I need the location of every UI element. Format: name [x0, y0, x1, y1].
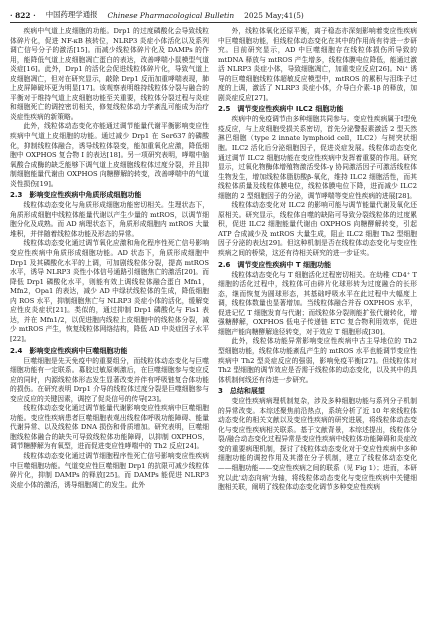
section-heading: 2.4 影响变应性疾病中巨噬细胞功能	[10, 346, 128, 355]
paragraph: 线粒体动态变化通过调节能量代谢影响变应性疾病中巨噬细胞功能。变应性疾病患者巨噬细胞表观出线粒体呼吸功能障碍、能量代谢异常、以及线粒体 DNA 损伤和骨质增加。研究表明，巨噬细胞线粒体融合的缺失可导致线粒体功能障碍，以抑制 OXPHOS，调节糖酵解为有氧型，进而促进变应性哮喘中的 Th2 反应[24]。	[10, 404, 209, 451]
paragraph: 此外，线粒体功能异常影响变应性疾病中古主导地位的 Th2 型细胞功能，线粒体功能紊乱产生的 mtROS 水平也能调节变应性疾病中 Th2 型炎症反应的强弱，影响免疫平衡[27]。但线粒体对 Th2 型细胞的调节效应是否需于线粒体的动态变化，以及其中的具体机制何线还有待进一步研究。	[218, 337, 417, 384]
paragraph: 线粒体动态变化对 ILC2 的影响可能与调节能量代谢及氧化还原相关。研究显示，线粒体自噬的缺陷可导致分裂线粒体的过度累积，促进 ILC2 细胞能量代谢由 OXPHOS 向糖酵解转变，引起 ATP 合成减少及 mtROS 大量生成，阻止 ILC2 细胞 Th2 型细胞因子分泌的表达[29]。但这种机制是否在线粒体动态变化与变应性疾病之间的桥梁，这还有待相关研究的进一步证实。	[218, 201, 417, 258]
page-number: · 822 ·	[10, 11, 36, 20]
paragraph: 线粒体动态变化与 T 细胞活化过程密切相关。在幼稚 CD4⁺ T 细胞的活化过程中，线粒体可由碎片化球形转为过度融合的长形态，继而恢复为圆球形态，其基础呼吸水平在此过程中大幅度上调，线粒体数量也显著增加。当线粒体融合并吞 OXPHOS 水平，促进记忆 T 细胞发育与代谢；而线粒体分裂则能扩张代谢转化，增强糖酵解，OXPHOS 低电子传递链 ETC 复合物利用效率，促进细胞产能向糖酵解途径转变，对于效应 T 细胞形成[30]。	[218, 270, 417, 336]
paragraph: 线粒体动态变化通过调节氧化应激和角化程序性死亡信号影响变应性疾病中角质形成细胞功能。AD 状态下，角质形成细胞中 Drp1 及其磷酸化水平的上调，可加剧线粒体分裂，提高 mtROS 水平，诱导 NLRP3 炎性小体信号通路引细胞焦亡的激活[20]。而降低 Drp1 磷酸化水平，则能有效上调线粒体融合蛋白 Mfn1，Mfn2，Opa1 的表达，减少 AD 中绿状线粒体的生成，降低细胞内 ROS 水平，抑制细胞焦亡与 NLRP3 炎症小体的活化，缓解变应性皮炎症状[21]。类似的，通过抑制 Drp1 磷酸化与 Fis1 表达，并在 Mfn1/2，以促进胞内线粒上皮细胞中的线粒体分裂，减少 mtROS 产生，恢复线粒体网络结构，降低 AD 中炎症因子水平[22]。	[10, 239, 209, 343]
section-heading: 3 总结和展望	[218, 387, 265, 396]
page-header	[10, 6, 417, 23]
section-heading: 2.5 调节变应性疾病中 ILC2 细胞功能	[218, 105, 344, 114]
paragraph: 疾病中的免疫调节由多种细胞共同参与。变应性疾病属于Ⅰ型免疫反应，与上皮细胞受损关系密切，首先分泌警报素激活 2 型天然淋巴细胞（type 2 innate lymphoid cell，ILC2）与树突状细胞。ILC2 活化后分泌细胞因子，促进炎症发展。线粒体动态变化通过调节 ILC2 细胞功能在变应性疾病中发挥着重要的作用。研究显示，过氧化物酶体增殖物激活受体-γ 协同激活因子可激活线粒体生物发生，增加线粒体脂肪酸β-氧化，维持 ILC2 细胞活性，而其线粒体质量及线粒体膜电位，线粒体膜电位下降，进而减少 ILC2 细胞的 2 型细胞因子的分泌，调节哮喘等变应性疾病的进展[28]。	[218, 115, 417, 200]
left-column	[10, 27, 209, 629]
paragraph: 变应性疾病病理机制复杂，涉及多种细胞功能与系列分子机制的异常改变。本综述聚焦前沿热点，系统分析了近 10 年来线粒体动态变化的相关文献以及变应性疾病的研究进展，将线粒体动态变化与变应性疾病相关联系。基于文献背景，本综述提出，线粒体分裂/融合动态变化过程异常是变应性疾病中线粒体功能障碍和炎症改变的重要病理机制，探讨了线粒体动态变化对于变应性疾病中多种细胞功能的调控作用及其潜在分子机制，建立了线粒体动态变化——细胞功能——变应性疾病之间的联系（见 Fig 1）；进而，本研究以此'动态向病'为轴，将线粒体动态变化与变应性疾病中关键细胞相关联，阐明了线粒体动态变化调节多种变应性疾病	[218, 397, 417, 492]
journal-title-cn: 中国药理学通报	[45, 10, 98, 19]
journal-title-en: Chinese Pharmacological Bulletin	[107, 11, 235, 20]
right-column	[218, 27, 417, 629]
section-heading: 2.3 影响变应性疾病中角质形成细胞功能	[10, 191, 142, 200]
section-heading: 2.6 调节变应性疾病中 T 细胞功能	[218, 260, 332, 269]
paragraph: 外，线粒体氧化还原平衡，离子稳态亦深刻影响着变应性疾病中巨噬细胞功能，但线粒体动态变化在其中的作用尚有待进一步研究。目前研究显示，AD 中巨噬细胞存在线粒体损伤所导致的 mtDNA 释放与 mtROS 产生增多，线粒体膜电位降低，能通过激活 NLRP3 炎症小体，导致细胞凋亡，加重变应反应[26]。Ni⁺ 诱导的巨噬细胞线粒体超敏反应模型中，mtROS 的累积与泪珠子过度的上调，激活了 NLRP3 炎症小体，介导白介素-1β 的释放，加剧炎症反应[27]。	[218, 27, 417, 102]
paragraph: 疾病中气道上皮细胞的功能。Drp1 的过度磷酸化会导致线粒体碎片化，促进 NF-κB 核转位，NLRP3 炎症小体活化以及系列调亡信号分子的激活[15]。而减少线粒体碎片化及 DAMPs 的作用，能降低气道上皮细胞凋亡蛋白的表达，改善哮喘小鼠模型气道炎症[16]。此外，Drp1 的活化会促进线粒体碎片化，导致气道上皮细胞凋亡，但对在研究显示，敲除 Drp1 反而加重哮喘表现，肺上皮屏障破坏更为明显[17]。该观察表明维持线粒体分裂与融合的平衡对于维持气道上皮细胞功能至关重要，线粒体分裂过程与炎症和细胞死亡的调控密切相关，修复线粒体动力学紊乱可能成为治疗炎症性疾病的新策略。	[10, 27, 209, 121]
paragraph: 巨噬细胞是先天免疫中的重要组分，而线粒体动态变化与巨噬细胞功能有一定联系。募胶过敏原刺激后，在巨噬细胞参与变应反应的同时，内源线粒体形态发生显著改变并伴有呼吸链复合体功能的损伤。在研究表明 Drp1 介导的线粒体过度分裂是巨噬细胞参与变应反应的关键因素，调控了促炎信号的传导[23]。	[10, 356, 209, 403]
paragraph: 线粒体动态变化通过调节细胞程序性死亡信号影响变应性疾病中巨噬细胞功能。气道变应性巨噬细胞 Drp1 的抗限可减少线粒体碎片化，抑制 DAMPs 的释放[25]。而 DAMPs 能促进 NLRP3 炎症小体的激活，诱导细胞凋亡的发生。此外	[10, 451, 209, 489]
paragraph: 线粒体动态变化与角质形成细胞功能密切相关。生理状态下，角质形成细胞中线粒体能量代谢以产生少量的 mtROS，以调节细胞分化及成熟。而 AD 病理状态下，角质形成细胞内 mtROS 大量堆积，并伴随着线粒体功能及形态的异常。	[10, 201, 209, 238]
paragraph: 此外，线粒体动态变化亦能通过调节能量代谢平衡影响变应性疾病中气道上皮细胞的功能。通过减少 Drp1 在 Ser637 的磷酸化，抑制线粒体融合，诱导线粒体裂变，能加重氧化应激，降低细胞中 OXPHOS 复合物 I 的表达[18]。另一项研究表明，哮喘中脑氧酸合成酶的缺乏能够下调气道上皮细胞线粒体过度分裂，并且抑制细胞能量代谢由 OXPHOS 向糖酵解的转变，改善哮喘中的气道炎性损伤[19]。	[10, 122, 209, 188]
journal-issue: 2025 May;41(5)	[244, 11, 304, 20]
